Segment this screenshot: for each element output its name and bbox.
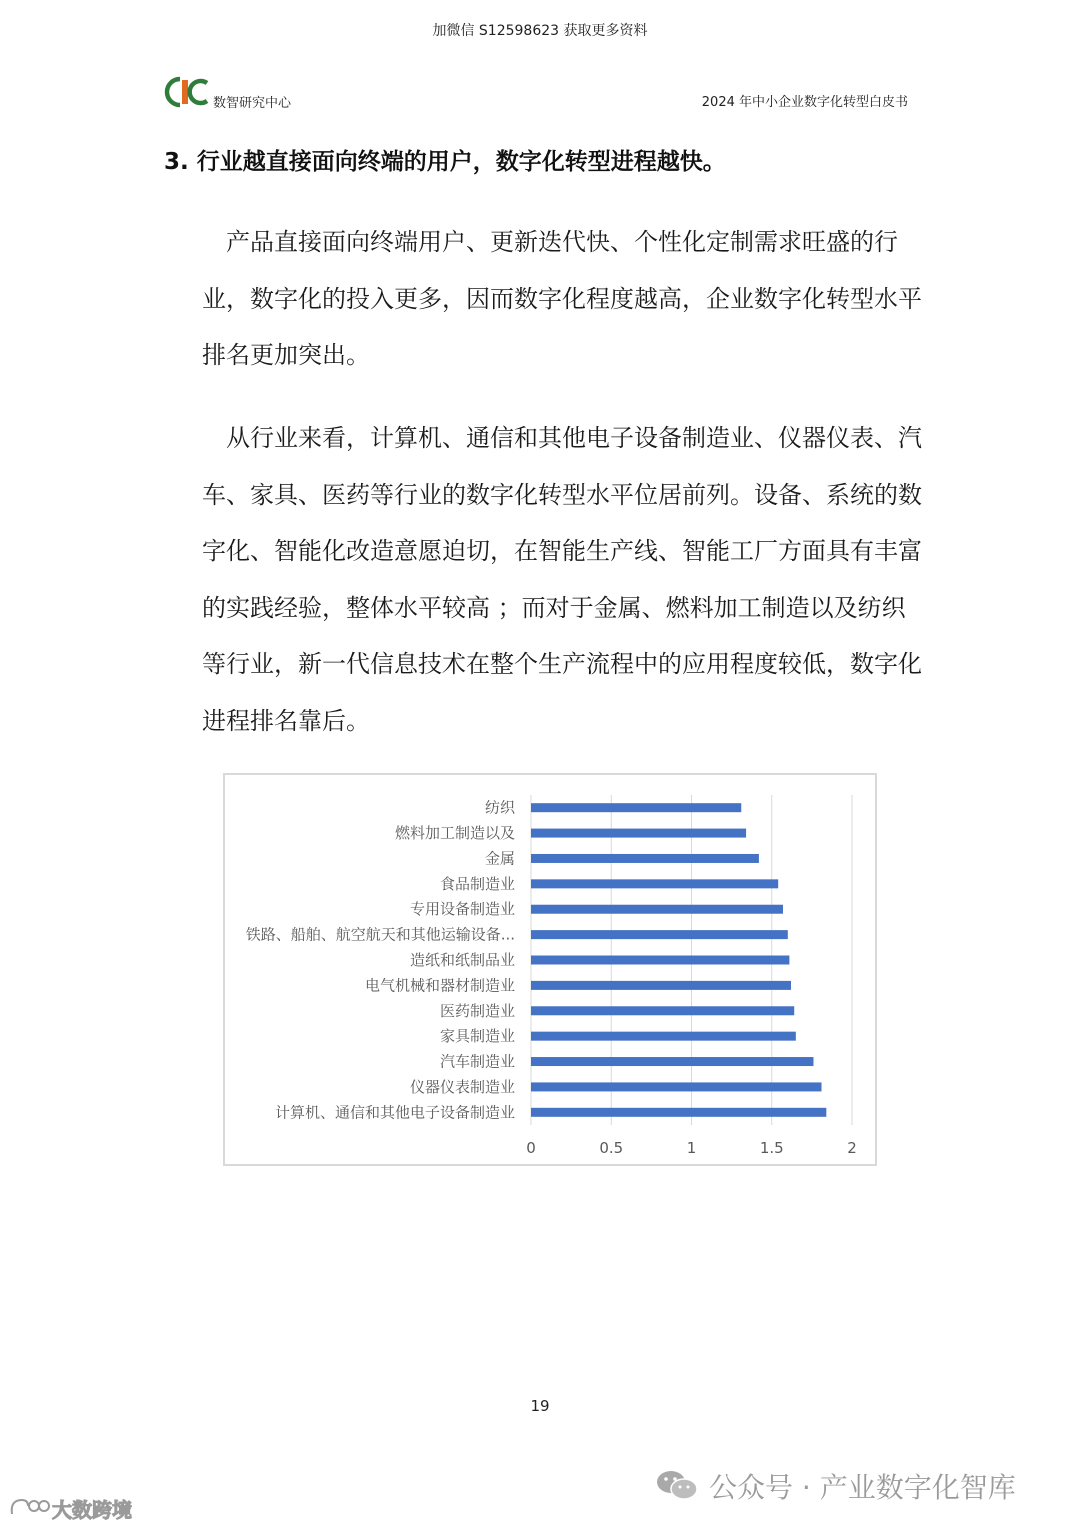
paragraph-2: 从行业来看，计算机、通信和其他电子设备制造业、仪器仪表、汽车、家具、医药等行业的数字化转型水平位居前列。设备、系统的数字化、智能化改造意愿迫切，在智能生产线、智能工厂方面具有丰富的实践经验，整体水平较高 ；而对于金属、燃料加工制造以及纺织等行业，新一代信息技术在整个生产流程中的应用程度较低，数字化进程排名靠后。 <box>202 424 922 735</box>
category-label: 仪器仪表制造业 <box>409 1077 515 1096</box>
watermark-wechat-text: 公众号 · 产业数字化智库 <box>709 1471 1016 1504</box>
x-tick-label: 1 <box>686 1139 697 1157</box>
category-label: 专用设备制造业 <box>409 900 515 919</box>
watermark-brand-text: 大数跨境 <box>52 1498 132 1522</box>
category-label: 金属 <box>484 849 515 868</box>
page-number: 19 <box>530 1397 550 1415</box>
top-note: 加微信 S12598623 获取更多资料 <box>432 23 648 39</box>
bar <box>531 879 778 888</box>
paragraph-1: 产品直接面向终端用户、更新迭代快、个性化定制需求旺盛的行业，数字化的投入更多，因而数字化程度越高，企业数字化转型水平排名更加突出。 <box>202 228 922 370</box>
bar <box>531 905 783 914</box>
category-label: 家具制造业 <box>439 1027 515 1046</box>
x-tick-label: 0 <box>526 1139 536 1157</box>
wechat-icon <box>655 1468 699 1502</box>
bar <box>531 930 788 939</box>
watermark-wechat <box>655 1464 1055 1504</box>
category-label: 食品制造业 <box>439 874 515 893</box>
category-label: 燃料加工制造以及 <box>394 824 515 843</box>
category-label: 纺织 <box>484 798 515 817</box>
bar <box>531 1082 822 1091</box>
cic-logo-icon <box>163 74 209 110</box>
bar <box>531 1108 826 1117</box>
category-label: 计算机、通信和其他电子设备制造业 <box>274 1103 515 1122</box>
bar <box>531 854 759 863</box>
industry-bar-chart <box>223 773 877 1166</box>
x-tick-label: 0.5 <box>599 1139 624 1157</box>
category-label: 电气机械和器材制造业 <box>364 976 515 995</box>
bar <box>531 829 746 838</box>
logo-text: 数智研究中心 <box>213 96 292 111</box>
bar <box>531 956 789 965</box>
category-label: 铁路、船舶、航空航天和其他运输设备... <box>245 925 515 944</box>
section-heading: 3. 行业越直接面向终端的用户，数字化转型进程越快。 <box>164 149 726 175</box>
x-tick-label: 1.5 <box>759 1139 784 1157</box>
x-tick-label: 2 <box>847 1139 857 1157</box>
category-label: 汽车制造业 <box>439 1052 515 1071</box>
bar <box>531 981 791 990</box>
category-label: 造纸和纸制品业 <box>409 951 515 969</box>
bar <box>531 1032 796 1041</box>
bar <box>531 803 741 812</box>
brand-logo-icon <box>8 1494 50 1520</box>
chart-svg <box>225 775 875 1164</box>
bar <box>531 1057 813 1066</box>
category-label: 医药制造业 <box>439 1001 515 1020</box>
document-title: 2024 年中小企业数字化转型白皮书 <box>701 95 908 110</box>
bar <box>531 1006 794 1015</box>
